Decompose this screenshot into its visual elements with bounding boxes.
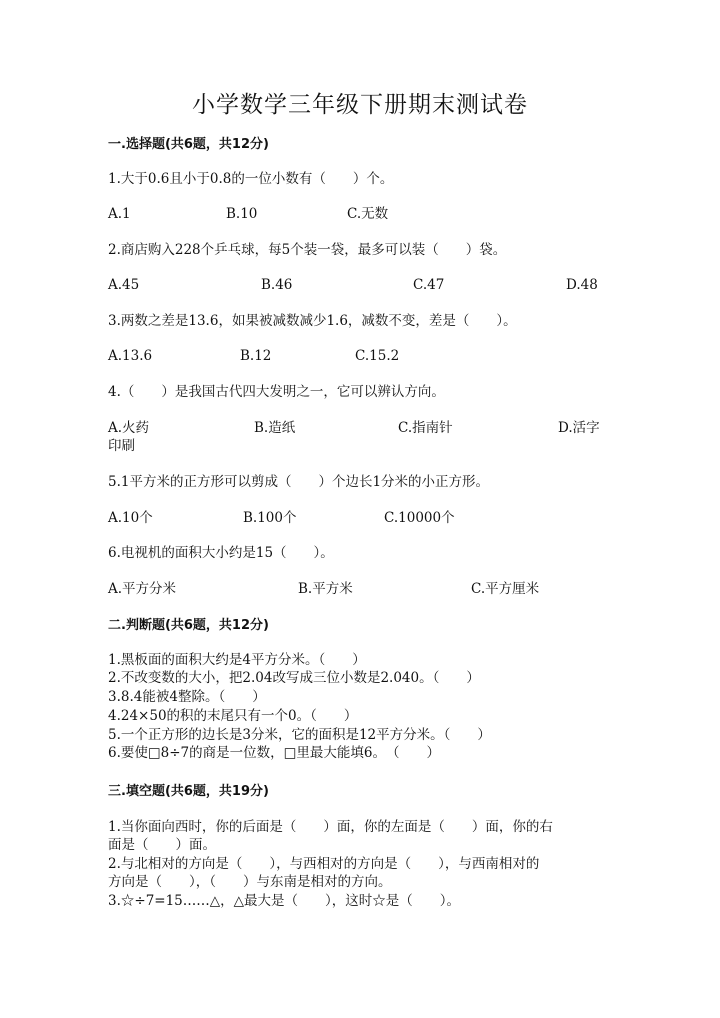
q2-option-b: B.46 [261, 277, 293, 293]
question-6: 6.电视机的面积大小约是15（ ）。 [108, 545, 334, 561]
q4-option-d: D.活字 [558, 420, 600, 436]
fill-line-3: 2.与北相对的方向是（ ），与西相对的方向是（ ），与西南相对的 [108, 856, 540, 872]
q1-option-b: B.10 [226, 206, 258, 222]
question-5: 5.1平方米的正方形可以剪成（ ）个边长1分米的小正方形。 [108, 474, 490, 490]
q4-option-c: C.指南针 [398, 420, 453, 436]
judge-item-2: 2.不改变数的大小，把2.04改写成三位小数是2.040。（ ） [108, 670, 480, 686]
fill-line-5: 3.☆÷7=15……△，△最大是（ ），这时☆是（ ）。 [108, 893, 461, 909]
fill-line-1: 1.当你面向西时，你的后面是（ ）面，你的左面是（ ）面，你的右 [108, 819, 553, 835]
q5-option-b: B.100个 [243, 510, 297, 526]
section1-heading: 一.选择题(共6题，共12分) [108, 137, 269, 152]
judge-item-5: 5.一个正方形的边长是3分米，它的面积是12平方分米。（ ） [108, 727, 491, 743]
question-3: 3.两数之差是13.6，如果被减数减少1.6，减数不变，差是（ ）。 [108, 313, 517, 329]
q4-option-a: A.火药 [108, 420, 150, 436]
judge-item-6: 6.要使□8÷7的商是一位数，□里最大能填6。 （ ） [108, 745, 440, 761]
q6-option-a: A.平方分米 [108, 581, 177, 597]
q3-option-a: A.13.6 [108, 348, 153, 364]
q4-option-b: B.造纸 [254, 420, 296, 436]
q5-option-c: C.10000个 [384, 510, 455, 526]
q6-option-b: B.平方米 [298, 581, 353, 597]
judge-item-4: 4.24×50的积的末尾只有一个0。（ ） [108, 708, 358, 724]
q3-option-b: B.12 [240, 348, 272, 364]
question-1: 1.大于0.6且小于0.8的一位小数有（ ）个。 [108, 171, 394, 187]
q2-option-c: C.47 [413, 277, 445, 293]
q2-option-a: A.45 [108, 277, 140, 293]
q6-option-c: C.平方厘米 [471, 581, 540, 597]
judge-item-1: 1.黑板面的面积大约是4平方分米。（ ） [108, 652, 366, 668]
q2-option-d: D.48 [566, 277, 598, 293]
fill-line-2: 面是（ ）面。 [108, 837, 216, 853]
q1-option-a: A.1 [108, 206, 131, 222]
section2-heading: 二.判断题(共6题，共12分) [108, 618, 269, 633]
question-4: 4.（ ）是我国古代四大发明之一，它可以辨认方向。 [108, 384, 445, 400]
page-title: 小学数学三年级下册期末测试卷 [192, 92, 528, 118]
judge-item-3: 3.8.4能被4整除。（ ） [108, 689, 266, 705]
q3-option-c: C.15.2 [355, 348, 400, 364]
question-2: 2.商店购入228个乒乓球，每5个装一袋，最多可以装（ ）袋。 [108, 242, 507, 258]
fill-line-4: 方向是（ ），（ ）与东南是相对的方向。 [108, 874, 392, 890]
q5-option-a: A.10个 [108, 510, 153, 526]
q4-option-d-continued: 印刷 [108, 438, 135, 454]
q1-option-c: C.无数 [347, 206, 389, 222]
section3-heading: 三.填空题(共6题，共19分) [108, 784, 269, 799]
